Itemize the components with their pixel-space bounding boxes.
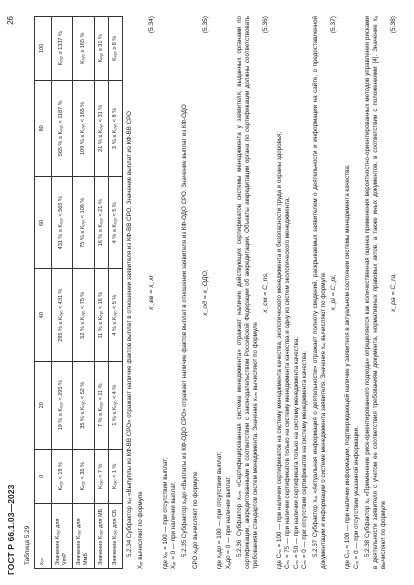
table-cell: 565 % ≤ Kₒᵧₒ < 1187 % (51, 80, 73, 177)
table-header-cell: 80 (35, 80, 51, 177)
table-cell: 109 % ≤ Kₒᵧₒ < 165 % (73, 80, 95, 177)
table-header-cell: 0 (35, 449, 51, 503)
table-header-cell: 40 (35, 269, 51, 361)
paragraph-5-2-35-cont: СРО xₒдо вычисляют по формуле (192, 471, 200, 569)
where-line: Cₙₛ = 75 — при наличии сертификатов только на систему менеджмента качества и одну из систем экологического менеджмента; (284, 196, 292, 569)
table-cell: 5 % ≤ Kₒᵧₒ < 8 % (108, 80, 122, 177)
page-content (24, 16, 404, 569)
table-cell: Значение Kₒᵧₒ для МБ (94, 504, 108, 569)
table-cell: Значение Kₒᵧₒ для МмБ (73, 504, 95, 569)
formula-expression: x_од = x_ОДО, (202, 269, 210, 316)
where-line: Cₙₛ = 50 — при наличии сертификата только на систему менеджмента качества; (292, 336, 300, 569)
paragraph-5-2-36: 5.2.36 Субфактор xₛₘ «Сертифицированная система менеджмента» отражает наличие действующих сертификатов системы менеджмента у заявителя, выданных органами по сертификации, аккредитованными в соответствии с законодательством Российской Федерации об аккредитации. Объекты аккредитации органа по сертификации должны соответствовать требованиям стандартов систем менеджмента. Значение xₛₘ вычисляют по формуле (235, 16, 260, 569)
table-cell: 431 % ≤ Kₒᵧₒ < 565 % (51, 177, 73, 269)
where-block (276, 16, 309, 569)
table-cell: Kₒᵧₒ < 35 % (73, 449, 95, 503)
formula-5-38 (390, 16, 402, 569)
table-cell: Kₒᵧₒ ≥ 1337 % (51, 17, 73, 81)
table-header-row (35, 17, 51, 569)
table-header-cell: 20 (35, 361, 51, 449)
table-header-cell: xₒₙ (35, 504, 51, 569)
table-row (94, 17, 108, 569)
formula-expression: x_ра = C_ra, (390, 272, 398, 313)
document-header: ГОСТ Р 66.1.03—2023 (6, 484, 16, 575)
table-cell: 75 % ≤ Kₒᵧₒ < 109 % (73, 177, 95, 269)
table-row (108, 17, 122, 569)
table-cell: Kₒᵧₒ < 19 % (51, 449, 73, 503)
table-cell: Kₒᵧₒ < 7 % (94, 449, 108, 503)
score-table (34, 16, 123, 569)
where-line: где xₒдо = 100 — при отсутствии выплат; (216, 451, 224, 569)
table-header-cell: 60 (35, 177, 51, 269)
formula-expression: x_см = C_ns, (262, 272, 270, 313)
table-cell: Значение Kₒᵧₒ для VmP (51, 504, 73, 569)
where-block (162, 16, 178, 569)
formula-number: (5.34) (147, 16, 155, 34)
table-row (73, 17, 95, 569)
table-cell: Kₒᵧₒ ≥ 165 % (73, 17, 95, 81)
table-cell: Kₒᵧₒ ≥ 8 % (108, 17, 122, 81)
formula-number: (5.35) (202, 16, 210, 34)
formula-5-35 (202, 16, 214, 569)
table-cell: 16 % ≤ Kₒᵧₒ < 21 % (94, 177, 108, 269)
page-number: 26 (6, 16, 15, 25)
table-cell: 21 % ≤ Kₒᵧₒ < 31 % (94, 80, 108, 177)
table-cell: 35 % ≤ Kₒᵧₒ < 52 % (73, 361, 95, 449)
paragraph-5-2-38: 5.2.38 Субфактор xₐ «Применение риск-ориентированного подхода» определяется как количественная оценка применения вероятностно-ориентированных методов управления рисками в деятельности заявителя с учетом ее соответствия требованиям документа, нормативных правовых актов, а также иных документов, в соответствии с положениями [4]. Значение xₐ вычисляют по формуле (363, 16, 388, 569)
where-line: Cₚᵢ = 0 — при отсутствии указанной информации. (352, 426, 360, 569)
table-cell: Значение Kₒᵧₒ для СБ (108, 504, 122, 569)
formula-expression: x_вв = x_xr (147, 275, 155, 310)
table-cell: Kₒᵧₒ < 1 % (108, 449, 122, 503)
paragraph-5-2-34-cont: Xₓᵣ вычисляют по формуле (137, 491, 145, 569)
where-line: где Cₙₛ = 100 — при наличии сертификатов на систему менеджмента качества, экологического менеджмента и безопасности труда и охраны здоровья; (276, 131, 284, 569)
where-line: Cₙₛ = 0 — при отсутствии сертификатов на систему менеджмента качества. (300, 350, 308, 569)
table-row (51, 17, 73, 569)
where-line: Xₓᵣ = 0 — при наличии выплат. (169, 481, 177, 569)
table-cell: 52 % ≤ Kₒᵧₒ < 75 % (73, 269, 95, 361)
formula-expression: x_pi = C_pi, (330, 274, 338, 311)
where-line: где xₓᵣ = 100 — при отсутствии выплат; (161, 457, 169, 569)
paragraph-5-2-34: 5.2.34 Субфактор xₓᵣ «Выпуплы из КФ-ВВ СРО» отражает наличие фактов выплат в отношении заявителя из КФ-ВВ СРО. Значение выплат из КФ-ВВ СРО (126, 111, 134, 557)
where-block (216, 16, 232, 569)
formula-number: (5.37) (330, 16, 338, 34)
table-header-cell: 100 (35, 17, 51, 81)
where-block (344, 16, 360, 569)
table-cell: 4 % ≤ Kₒᵧₒ < 5 % (108, 177, 122, 269)
paragraph-5-2-37: 5.2.37 Субфактор xₚᵢ «Актуальная информация о деятельности» отражает полноту сведений, раскрываемых заявителем о деятельности и информации на сайте, о предоставленной документации и информации о системе менеджмента заявителя. Значение xₚᵢ вычисляют по формуле (312, 16, 328, 569)
table-cell: 295 % ≤ Kₒᵧₒ < 431 % (51, 269, 73, 361)
formula-5-36 (262, 16, 274, 569)
formula-number: (5.38) (390, 16, 398, 34)
table-cell: Kₒᵧₒ ≥ 31 % (94, 17, 108, 81)
table-cell: 11 % ≤ Kₒᵧₒ < 16 % (94, 269, 108, 361)
table-cell: 1 % ≤ Kₒᵧₒ < 4 % (108, 361, 122, 449)
formula-number: (5.36) (262, 16, 270, 34)
where-line: Xₒдо = 0 — при наличии выплат. (224, 475, 232, 569)
where-line: где Cₚᵢ = 100 — при наличии информации, подтверждающей наличие у заявителя в актуальном состоянии системы менеджмента качества; (344, 164, 352, 569)
paragraph-5-2-35: 5.2.35 Субфактор xₒдо «Выплаты из КФ-ОДО СРО» отражает наличие фактов выплат в отношении заявителя из КФ-ОДО СРО. Значение выплат из КФ-ОДО (180, 104, 188, 557)
table-cell: 4 % ≤ Kₒᵧₒ < 5 % (108, 269, 122, 361)
table-cell: 19 % ≤ Kₒᵧₒ < 295 % (51, 361, 73, 449)
table-cell: 7 % ≤ Kₒᵧₒ < 11 % (94, 361, 108, 449)
formula-5-37 (330, 16, 342, 569)
formula-5-34 (148, 16, 160, 569)
table-caption: Таблица 5.29 (24, 525, 31, 565)
